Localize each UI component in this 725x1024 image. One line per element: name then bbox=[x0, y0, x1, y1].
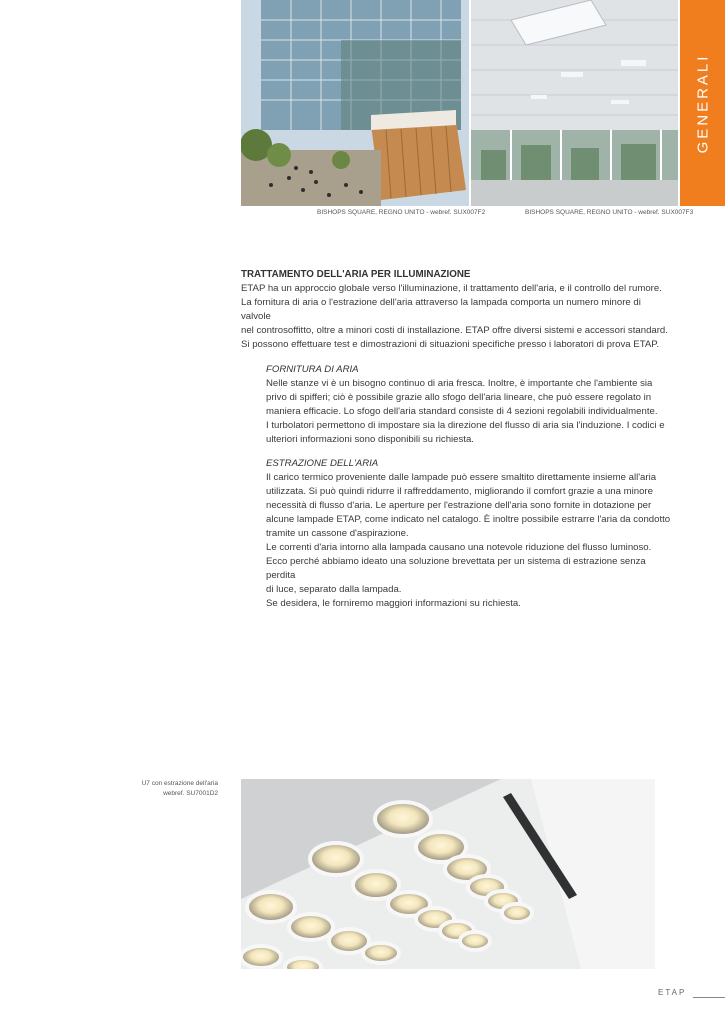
luminaire-photo bbox=[241, 779, 655, 969]
air-extraction-line: di luce, separato dalla lampada. bbox=[266, 584, 402, 595]
article-title: TRATTAMENTO DELL'ARIA PER ILLUMINAZIONE bbox=[241, 269, 471, 280]
air-supply-line: privo di spifferi; ciò è possibile grazie allo sfogo dell'aria lineare, che può essere regolato in bbox=[266, 392, 652, 403]
air-supply-line: Nelle stanze vi è un bisogno continuo di aria fresca. Inoltre, è importante che l'ambiente sia bbox=[266, 378, 653, 389]
office-interior-photo bbox=[471, 0, 678, 206]
air-extraction-line: Il carico termico proveniente dalle lampade può essere smaltito direttamente insieme all'aria bbox=[266, 472, 657, 483]
intro-line: nel controsoffitto, oltre a minori costi di installazione. ETAP offre diversi sistemi e accessori standard. bbox=[241, 325, 668, 336]
luminaire-photo-caption: U7 con estrazione dell'aria webref. SU7001D2 bbox=[141, 780, 218, 797]
air-supply-line: I turbolatori permettono di impostare sia la direzione del flusso di aria sia l'induzione. I codici e bbox=[266, 420, 665, 431]
article-body bbox=[241, 268, 671, 611]
air-extraction-title: ESTRAZIONE DELL'ARIA bbox=[266, 458, 379, 469]
air-extraction-section bbox=[266, 457, 671, 611]
building-photo-caption: BISHOPS SQUARE, REGNO UNITO - webref. SUX007F2 bbox=[317, 209, 486, 216]
building-photo bbox=[241, 0, 469, 206]
footer-rule bbox=[693, 997, 725, 998]
air-extraction-line: alcune lampade ETAP, come indicato nel catalogo. È inoltre possibile estrarre l'aria da condotto bbox=[266, 514, 671, 525]
air-extraction-line: Se desidera, le forniremo maggiori informazioni su richiesta. bbox=[266, 598, 521, 609]
air-supply-line: ulteriori informazioni sono disponibili su richiesta. bbox=[266, 434, 474, 445]
section-tab-label: GENERALI bbox=[694, 53, 712, 153]
air-extraction-line: utilizzata. Si può quindi ridurre il raffreddamento, migliorando il comfort grazie a una minore bbox=[266, 486, 653, 497]
intro-line: La fornitura di aria o l'estrazione dell'aria attraverso la lampada comporta un numero minore di valvole bbox=[241, 297, 641, 322]
air-extraction-line: Le correnti d'aria intorno alla lampada causano una notevole riduzione del flusso luminoso. bbox=[266, 542, 652, 553]
air-supply-line: maniera efficacie. Lo sfogo dell'aria standard consiste di 4 sezioni regolabili individualmente. bbox=[266, 406, 658, 417]
air-supply-title: FORNITURA DI ARIA bbox=[266, 364, 359, 375]
air-extraction-line: Ecco perché abbiamo ideato una soluzione brevettata per un sistema di estrazione senza perdita bbox=[266, 556, 646, 581]
air-extraction-line: necessità di flusso d'aria. Le aperture per l'estrazione dell'aria sono fornite in dotazione per bbox=[266, 500, 652, 511]
air-extraction-line: tramite un cassone d'aspirazione. bbox=[266, 528, 409, 539]
office-photo-caption: BISHOPS SQUARE, REGNO UNITO - webref. SUX007F3 bbox=[525, 209, 694, 216]
air-supply-section bbox=[266, 363, 671, 447]
intro-line: ETAP ha un approccio globale verso l'illuminazione, il trattamento dell'aria, e il controllo del rumore. bbox=[241, 283, 662, 294]
intro-line: Si possono effettuare test e dimostrazioni di situazioni specifiche presso i laboratori di prova ETAP. bbox=[241, 339, 660, 350]
footer-brand: ETAP bbox=[658, 988, 687, 997]
section-tab bbox=[680, 0, 725, 206]
